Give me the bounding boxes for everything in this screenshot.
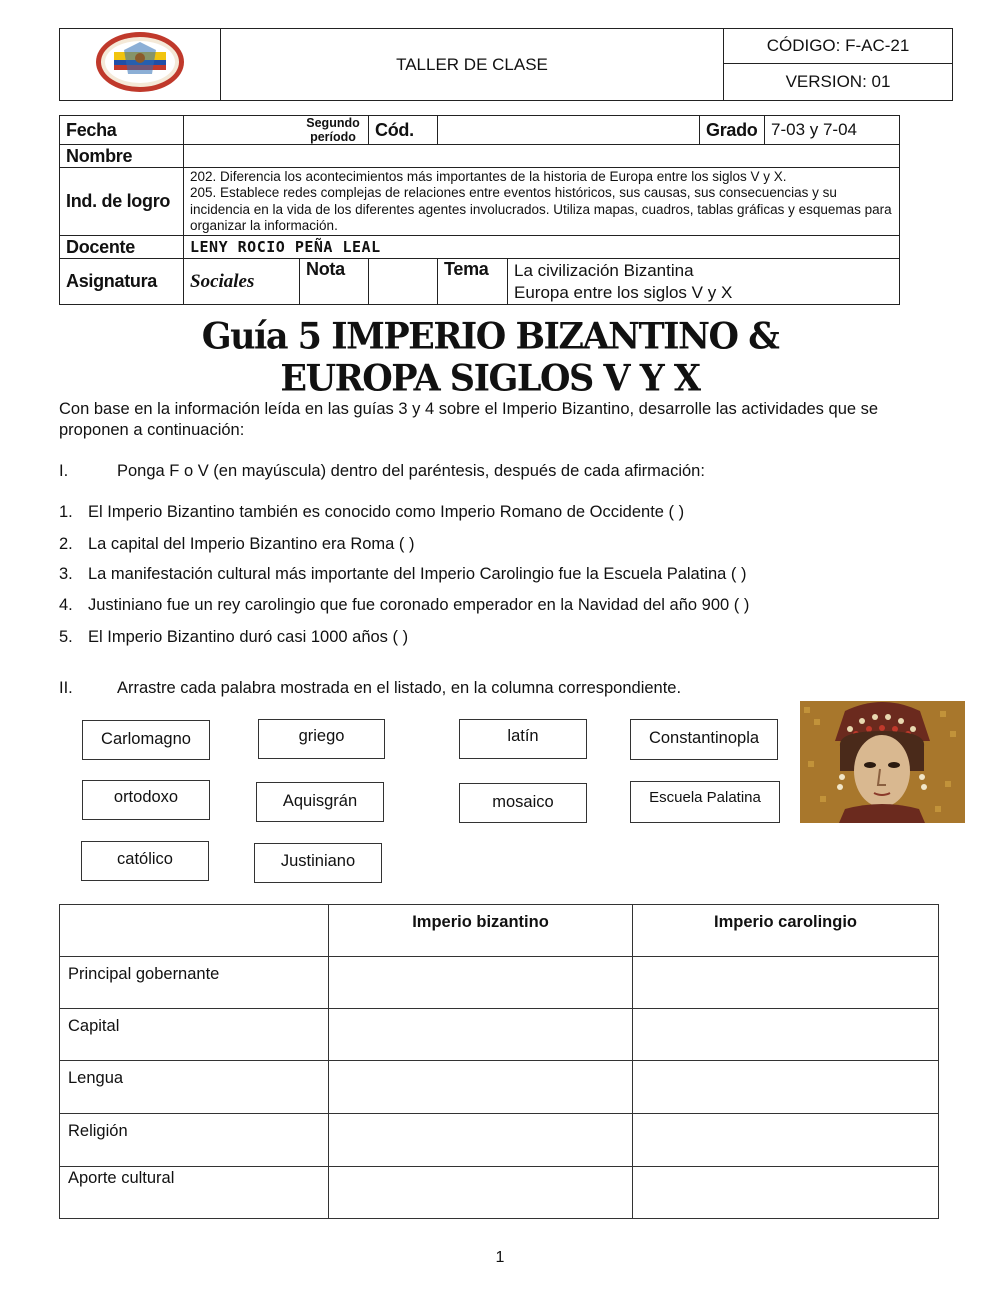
table-row <box>60 1114 939 1167</box>
grado-value: 7-03 y 7-04 <box>765 116 900 145</box>
word-chip-justiniano[interactable]: Justiniano <box>254 843 382 883</box>
statement-4 <box>59 596 749 615</box>
word-chip-ortodoxo[interactable]: ortodoxo <box>82 780 210 820</box>
row-label: Religión <box>60 1114 329 1167</box>
drop-cell[interactable] <box>633 1061 939 1114</box>
docente-label: Docente <box>60 236 184 259</box>
docente-value: LENY ROCIO PEÑA LEAL <box>184 236 900 259</box>
cod-field[interactable] <box>438 116 700 145</box>
statement-text: El Imperio Bizantino también es conocido como Imperio Romano de Occidente ( ) <box>88 503 685 521</box>
drop-cell[interactable] <box>633 957 939 1009</box>
statement-text: La capital del Imperio Bizantino era Roma ( ) <box>88 535 415 553</box>
word-chip-catolico[interactable]: católico <box>81 841 209 881</box>
fecha-label: Fecha <box>60 116 184 145</box>
drop-cell[interactable] <box>633 1114 939 1167</box>
table-corner-cell <box>60 905 329 957</box>
column-header-carolingio: Imperio carolingio <box>633 905 939 957</box>
statement-num: 1. <box>59 503 73 521</box>
header-version: VERSION: 01 <box>724 64 953 101</box>
school-crest-logo-icon <box>94 30 186 94</box>
byzantine-mosaic-portrait-icon <box>800 701 965 823</box>
word-chip-constantinopla[interactable]: Constantinopla <box>630 719 778 760</box>
title-line-2: EUROPA SIGLOS V Y X <box>280 356 700 400</box>
logro-2: 205. Establece redes complejas de relaciones entre eventos históricos, sus causas, sus consecuencias y su incidencia en la vida de los diferentes agentes involucrados. Utiliza mapas, cuadros, tablas gráficas y esquemas para organizar la información. <box>190 185 892 233</box>
periodo-value: Segundo período <box>184 116 369 145</box>
asignatura-label: Asignatura <box>60 259 184 305</box>
table-row <box>60 1167 939 1219</box>
statement-1 <box>59 503 684 522</box>
word-chip-escuela-palatina[interactable]: Escuela Palatina <box>630 781 780 823</box>
row-label: Aporte cultural <box>60 1167 329 1219</box>
logro-text <box>184 168 900 236</box>
table-row <box>60 957 939 1009</box>
info-table <box>59 115 900 305</box>
row-label: Capital <box>60 1009 329 1061</box>
section-1-text: Ponga F o V (en mayúscula) dentro del paréntesis, después de cada afirmación: <box>117 462 705 480</box>
section-1-heading <box>59 462 705 481</box>
drop-cell[interactable] <box>329 1009 633 1061</box>
logo-cell <box>60 29 221 101</box>
nombre-field[interactable] <box>184 145 900 168</box>
table-row <box>60 1061 939 1114</box>
nombre-label: Nombre <box>60 145 184 168</box>
statement-num: 4. <box>59 596 73 614</box>
statement-text: El Imperio Bizantino duró casi 1000 años ( ) <box>88 628 409 646</box>
asignatura-value: Sociales <box>184 259 300 305</box>
word-chip-carlomagno[interactable]: Carlomagno <box>82 720 210 760</box>
drop-cell[interactable] <box>633 1009 939 1061</box>
statement-text: Justiniano fue un rey carolingio que fue coronado emperador en la Navidad del año 900 ( ) <box>88 596 750 614</box>
row-label: Principal gobernante <box>60 957 329 1009</box>
column-header-bizantino: Imperio bizantino <box>329 905 633 957</box>
grado-label: Grado <box>700 116 765 145</box>
page-number: 1 <box>495 1249 505 1266</box>
statement-num: 3. <box>59 565 73 583</box>
statement-num: 2. <box>59 535 73 553</box>
intro-text: Con base en la información leída en las guías 3 y 4 sobre el Imperio Bizantino, desarrolle las actividades que se proponen a continuación: <box>59 400 879 439</box>
logro-label: Ind. de logro <box>60 168 184 236</box>
drop-cell[interactable] <box>329 1114 633 1167</box>
classification-table <box>59 904 939 1219</box>
row-label: Lengua <box>60 1061 329 1114</box>
word-chip-griego[interactable]: griego <box>258 719 385 759</box>
section-2-roman: II. <box>59 679 73 697</box>
statement-5 <box>59 628 408 647</box>
header-table <box>59 28 953 101</box>
section-2-text: Arrastre cada palabra mostrada en el listado, en la columna correspondiente. <box>117 679 682 697</box>
nota-field[interactable] <box>369 259 438 305</box>
word-chip-mosaico[interactable]: mosaico <box>459 783 587 823</box>
logro-1: 202. Diferencia los acontecimientos más importantes de la historia de Europa entre los siglos V y X. <box>190 168 787 184</box>
section-2-heading <box>59 679 681 698</box>
tema-label: Tema <box>438 259 508 305</box>
statement-num: 5. <box>59 628 73 646</box>
header-title: TALLER DE CLASE <box>221 29 724 101</box>
cod-label: Cód. <box>369 116 438 145</box>
drop-cell[interactable] <box>633 1167 939 1219</box>
statement-2 <box>59 535 415 554</box>
word-chip-aquisgran[interactable]: Aquisgrán <box>256 782 384 822</box>
drop-cell[interactable] <box>329 957 633 1009</box>
drop-cell[interactable] <box>329 1167 633 1219</box>
drop-cell[interactable] <box>329 1061 633 1114</box>
section-1-roman: I. <box>59 462 69 480</box>
title-line-1: Guía 5 IMPERIO BIZANTINO & <box>201 314 779 358</box>
statement-text: La manifestación cultural más importante del Imperio Carolingio fue la Escuela Palatina ( ) <box>88 565 747 583</box>
nota-label: Nota <box>300 259 369 305</box>
page-title <box>100 316 880 400</box>
tema-1: La civilización Bizantina <box>514 260 694 280</box>
statement-3 <box>59 565 747 584</box>
tema-2: Europa entre los siglos V y X <box>514 282 733 302</box>
word-chip-latin[interactable]: latín <box>459 719 587 759</box>
tema-value <box>508 259 900 305</box>
header-code: CÓDIGO: F-AC-21 <box>724 29 953 64</box>
table-row <box>60 1009 939 1061</box>
